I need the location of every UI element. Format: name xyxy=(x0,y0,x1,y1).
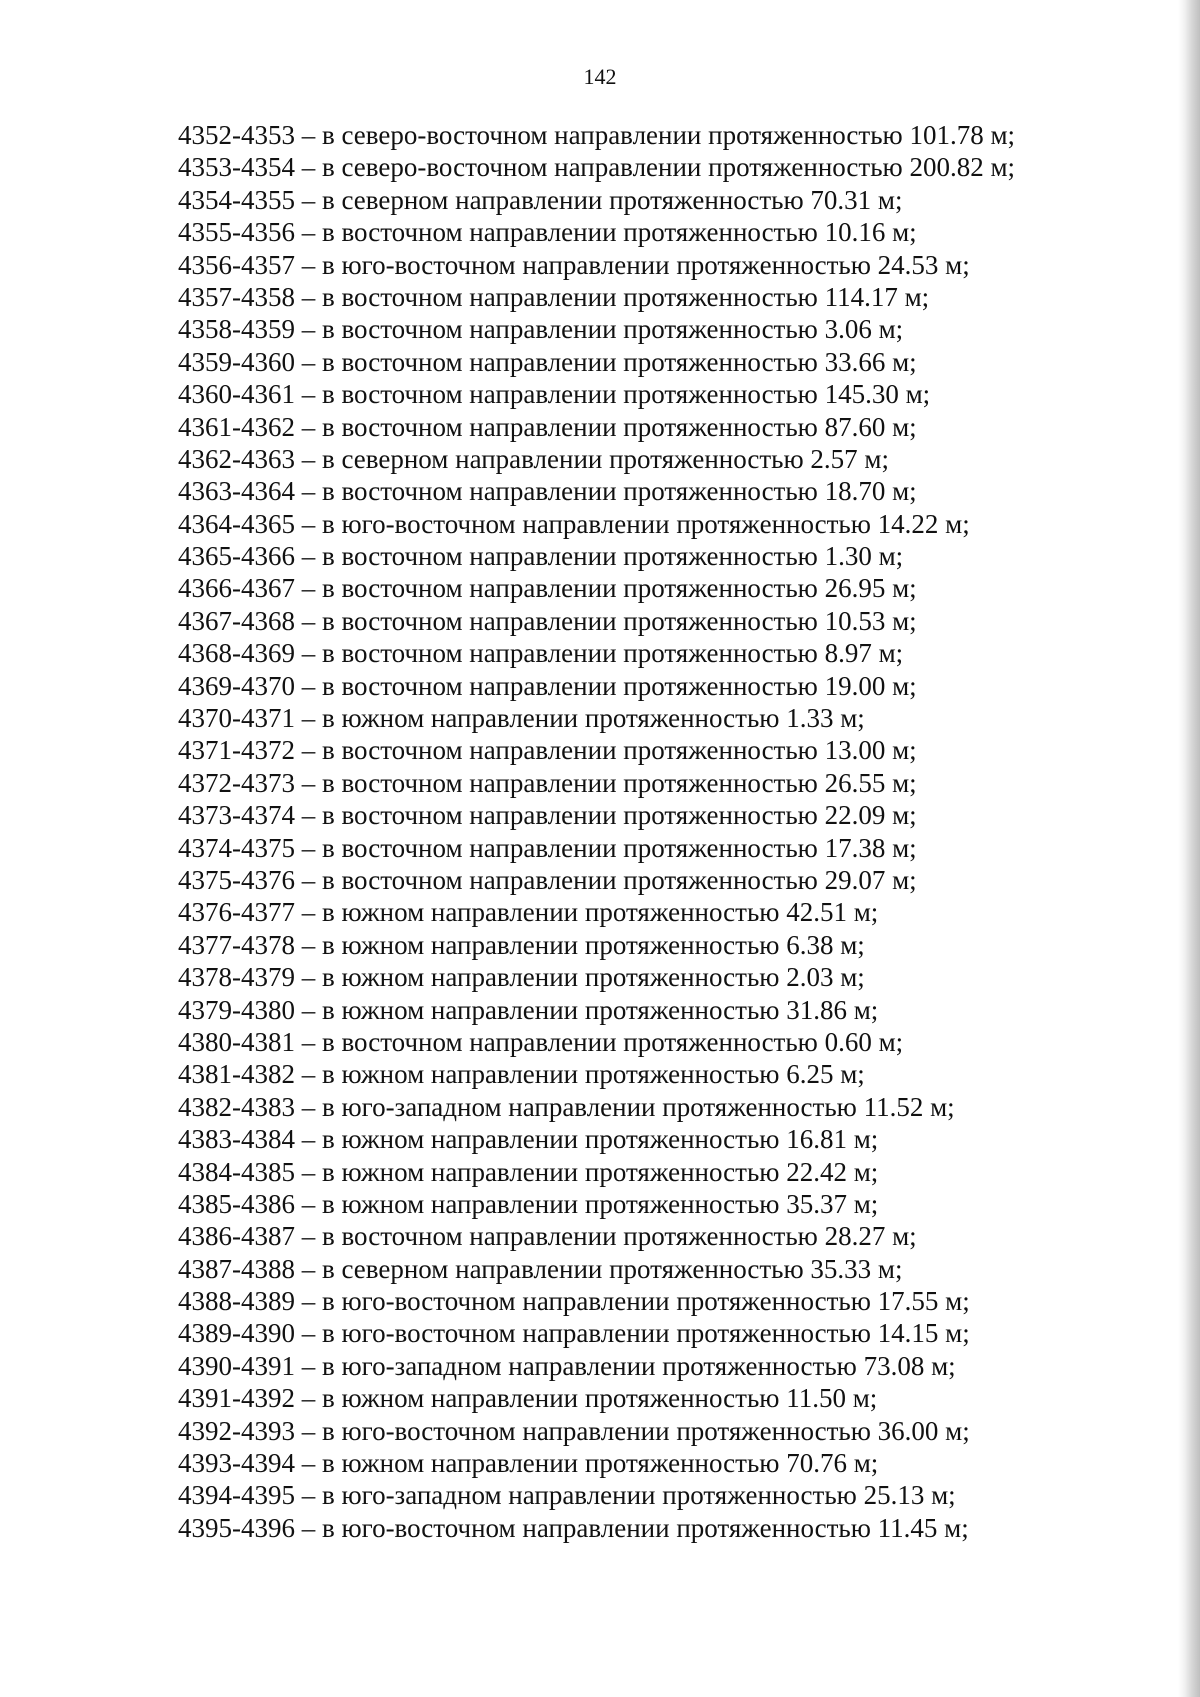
segment-line: 4354-4355 – в северном направлении протяженностью 70.31 м; xyxy=(178,184,903,215)
segment-line: 4391-4392 – в южном направлении протяженностью 11.50 м; xyxy=(178,1383,878,1414)
segment-line: 4361-4362 – в восточном направлении протяженностью 87.60 м; xyxy=(178,411,917,442)
segment-line: 4376-4377 – в южном направлении протяженностью 42.51 м; xyxy=(178,897,879,928)
segment-line: 4385-4386 – в южном направлении протяженностью 35.37 м; xyxy=(178,1188,879,1219)
segment-line: 4395-4396 – в юго-восточном направлении протяженностью 11.45 м; xyxy=(178,1512,969,1543)
segment-line: 4358-4359 – в восточном направлении протяженностью 3.06 м; xyxy=(178,314,904,345)
segment-list xyxy=(178,119,1078,1544)
page-number: 142 xyxy=(583,64,617,89)
segment-line: 4381-4382 – в южном направлении протяженностью 6.25 м; xyxy=(178,1059,865,1090)
segment-line: 4394-4395 – в юго-западном направлении протяженностью 25.13 м; xyxy=(178,1480,956,1511)
segment-line: 4353-4354 – в северо-восточном направлении протяженностью 200.82 м; xyxy=(178,152,1016,183)
segment-line: 4383-4384 – в южном направлении протяженностью 16.81 м; xyxy=(178,1124,879,1155)
segment-line: 4366-4367 – в восточном направлении протяженностью 26.95 м; xyxy=(178,573,917,604)
segment-line: 4355-4356 – в восточном направлении протяженностью 10.16 м; xyxy=(178,217,917,248)
segment-line: 4386-4387 – в восточном направлении протяженностью 28.27 м; xyxy=(178,1221,917,1252)
segment-line: 4380-4381 – в восточном направлении протяженностью 0.60 м; xyxy=(178,1026,904,1057)
segment-line: 4377-4378 – в южном направлении протяженностью 6.38 м; xyxy=(178,929,865,960)
segment-line: 4362-4363 – в северном направлении протяженностью 2.57 м; xyxy=(178,443,890,474)
segment-line: 4384-4385 – в южном направлении протяженностью 22.42 м; xyxy=(178,1156,879,1187)
segment-line: 4363-4364 – в восточном направлении протяженностью 18.70 м; xyxy=(178,476,917,507)
segment-line: 4357-4358 – в восточном направлении протяженностью 114.17 м; xyxy=(178,281,930,312)
segment-line: 4387-4388 – в северном направлении протяженностью 35.33 м; xyxy=(178,1253,903,1284)
segment-line: 4379-4380 – в южном направлении протяженностью 31.86 м; xyxy=(178,994,879,1025)
segment-line: 4392-4393 – в юго-восточном направлении протяженностью 36.00 м; xyxy=(178,1415,970,1446)
segment-line: 4372-4373 – в восточном направлении протяженностью 26.55 м; xyxy=(178,767,917,798)
segment-line: 4369-4370 – в восточном направлении протяженностью 19.00 м; xyxy=(178,670,917,701)
segment-line: 4356-4357 – в юго-восточном направлении протяженностью 24.53 м; xyxy=(178,249,970,280)
segment-line: 4365-4366 – в восточном направлении протяженностью 1.30 м; xyxy=(178,541,904,572)
segment-line: 4373-4374 – в восточном направлении протяженностью 22.09 м; xyxy=(178,800,917,831)
segment-line: 4375-4376 – в восточном направлении протяженностью 29.07 м; xyxy=(178,864,917,895)
segment-line: 4374-4375 – в восточном направлении протяженностью 17.38 м; xyxy=(178,832,917,863)
segment-line: 4368-4369 – в восточном направлении протяженностью 8.97 м; xyxy=(178,638,904,669)
segment-line: 4360-4361 – в восточном направлении протяженностью 145.30 м; xyxy=(178,379,931,410)
segment-line: 4390-4391 – в юго-западном направлении протяженностью 73.08 м; xyxy=(178,1350,956,1381)
segment-line: 4370-4371 – в южном направлении протяженностью 1.33 м; xyxy=(178,703,865,734)
segment-line: 4393-4394 – в южном направлении протяженностью 70.76 м; xyxy=(178,1448,879,1479)
segment-line: 4359-4360 – в восточном направлении протяженностью 33.66 м; xyxy=(178,346,917,377)
segment-line: 4364-4365 – в юго-восточном направлении протяженностью 14.22 м; xyxy=(178,508,970,539)
segment-line: 4367-4368 – в восточном направлении протяженностью 10.53 м; xyxy=(178,605,917,636)
segment-line: 4378-4379 – в южном направлении протяженностью 2.03 м; xyxy=(178,962,865,993)
segment-line: 4389-4390 – в юго-восточном направлении протяженностью 14.15 м; xyxy=(178,1318,970,1349)
segment-line: 4382-4383 – в юго-западном направлении протяженностью 11.52 м; xyxy=(178,1091,955,1122)
segment-line: 4388-4389 – в юго-восточном направлении протяженностью 17.55 м; xyxy=(178,1286,970,1317)
segment-line: 4371-4372 – в восточном направлении протяженностью 13.00 м; xyxy=(178,735,917,766)
segment-line: 4352-4353 – в северо-восточном направлении протяженностью 101.78 м; xyxy=(178,120,1016,150)
scan-edge-shadow xyxy=(1178,0,1200,1697)
